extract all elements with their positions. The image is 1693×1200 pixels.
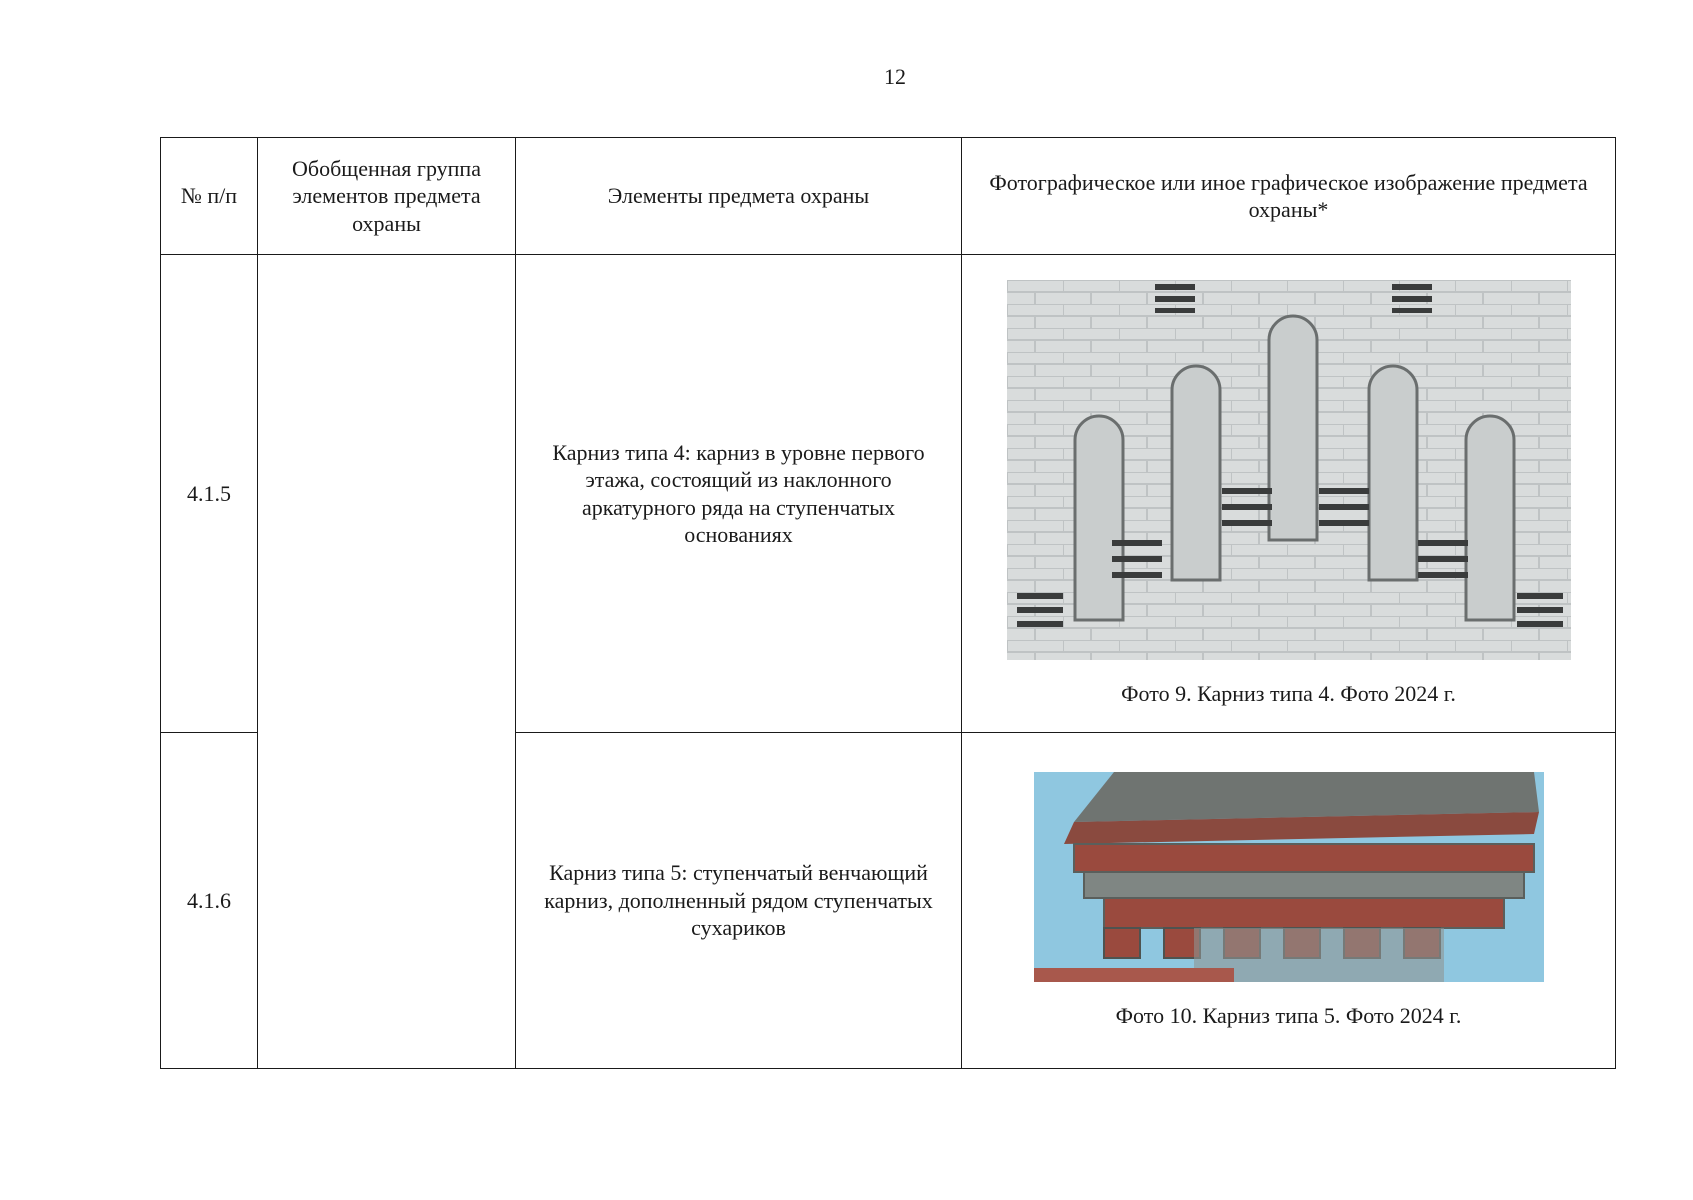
row-num: 4.1.5 [161,255,258,733]
row-elements: Карниз типа 4: карниз в уровне первого этажа, состоящий из наклонного аркатурного ряда на ступенчатых основаниях [516,255,962,733]
row-elements: Карниз типа 5: ступенчатый венчающий карниз, дополненный рядом ступенчатых сухариков [516,733,962,1069]
photo-cornice-type-5 [1034,772,1544,982]
photo-caption: Фото 9. Карниз типа 4. Фото 2024 г. [1121,680,1456,706]
protection-elements-table [160,137,1616,1069]
header-group: Обобщенная группа элементов предмета охраны [258,138,516,255]
photo-caption: Фото 10. Карниз типа 5. Фото 2024 г. [1115,1002,1462,1028]
row-num: 4.1.6 [161,733,258,1069]
row-photo-cell [962,255,1616,733]
page-number: 12 [884,64,906,89]
table-header-row [161,138,1616,255]
table-row [161,255,1616,733]
row-group [258,255,516,1069]
photo-cornice-type-4 [1007,280,1571,660]
row-photo-cell [962,733,1616,1069]
header-num: № п/п [161,138,258,255]
header-elements: Элементы предмета охраны [516,138,962,255]
header-photo: Фотографическое или иное графическое изображение предмета охраны* [962,138,1616,255]
